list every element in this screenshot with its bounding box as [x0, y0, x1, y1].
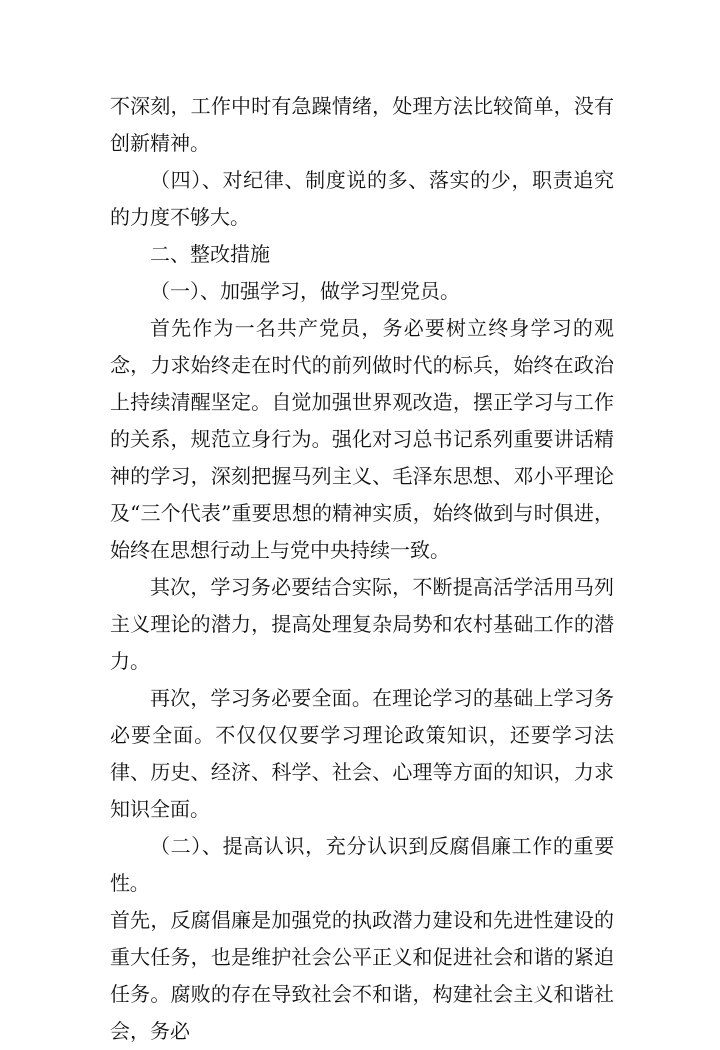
document-body	[110, 88, 614, 1050]
paragraph-item-four: （四）、对纪律、制度说的多、落实的少，职责追究的力度不够大。	[110, 168, 614, 229]
paragraph-anti-corruption: 首先，反腐倡廉是加强党的执政潜力建设和先进性建设的重大任务，也是维护社会公平正义和促进社会和谐的紧迫任务。腐败的存在导致社会不和谐，构建社会主义和谐社会，务必	[110, 908, 614, 1043]
paragraph-first-lifelong-learning: 首先作为一名共产党员，务必要树立终身学习的观念，力求始终走在时代的前列做时代的标兵，始终在政治上持续清醒坚定。自觉加强世界观改造，摆正学习与工作的关系，规范立身行为。强化对习总书记系列重要讲话精神的学习，深刻把握马列主义、毛泽东思想、邓小平理论及“三个代表”重要思想的精神实质，始终做到与时俱进，始终在思想行动上与党中央持续一致。	[110, 316, 614, 562]
paragraph-second-practice: 其次，学习务必要结合实际，不断提高活学活用马列主义理论的潜力，提高处理复杂局势和农村基础工作的潜力。	[110, 575, 614, 673]
section-heading-rectification: 二、整改措施	[150, 242, 270, 266]
paragraph-third-comprehensive: 再次，学习务必要全面。在理论学习的基础上学习务必要全面。不仅仅仅要学习理论政策知识，还要学习法律、历史、经济、科学、社会、心理等方面的知识，力求知识全面。	[110, 686, 614, 821]
paragraph-continuation: 不深刻，工作中时有急躁情绪，处理方法比较简单，没有创新精神。	[110, 94, 614, 155]
subheading-strengthen-study: （一）、加强学习，做学习型党员。	[150, 279, 460, 303]
subheading-raise-awareness: （二）、提高认识，充分认识到反腐倡廉工作的重要性。	[110, 834, 614, 895]
